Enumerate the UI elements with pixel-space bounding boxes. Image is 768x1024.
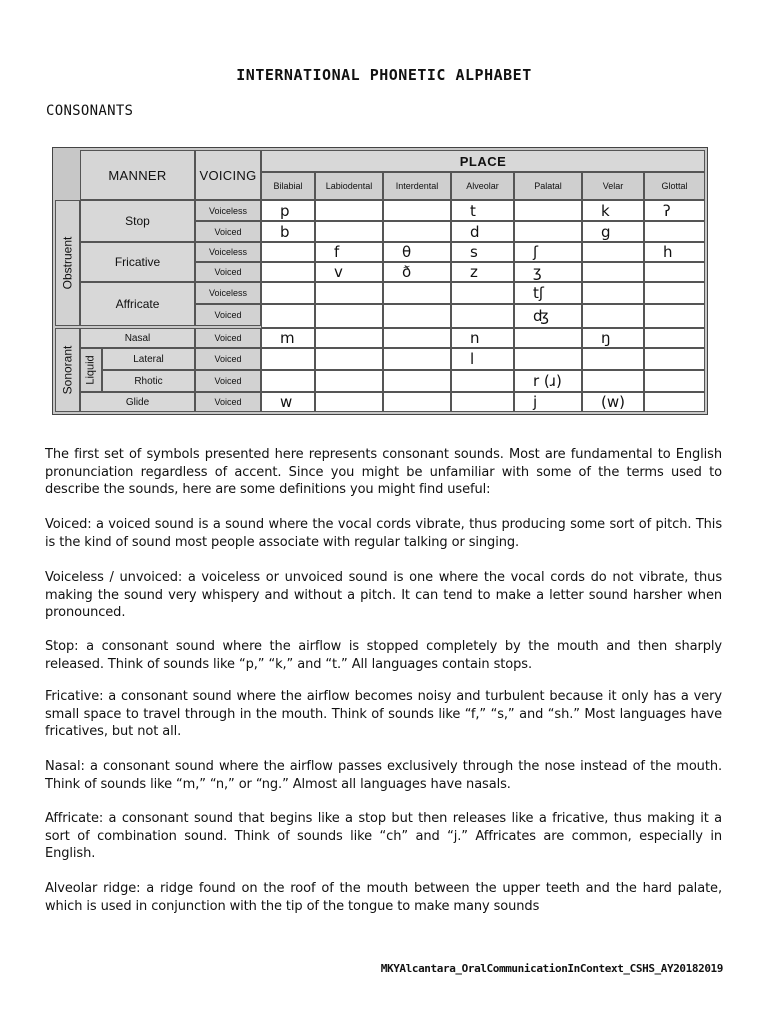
phoneme-cell: d (451, 221, 514, 242)
paragraph-voiceless: Voiceless / unvoiced: a voiceless or unvoiced sound is one where the vocal cords do not vibrate, thus making the sound very whispery and without a pitch. It can tend to make a letter sound harsher when pronounced. (45, 570, 722, 620)
phoneme-cell (315, 370, 383, 392)
phoneme-cell: ʃ (514, 242, 582, 262)
place-col-header: Glottal (644, 172, 705, 200)
phoneme-cell: s (451, 242, 514, 262)
place-col-header: Palatal (514, 172, 582, 200)
voicing-cell: Voiced (195, 304, 261, 326)
phoneme-cell: g (582, 221, 644, 242)
phoneme-cell: ð (383, 262, 451, 282)
paragraph-fricative: Fricative: a consonant sound where the airflow becomes noisy and turbulent because it only has a very small space to travel through in the mouth. Think of sounds like “f,” “s,” and “sh.” Most languages have fricatives, but not all. (45, 689, 722, 739)
voicing-cell: Voiced (195, 370, 261, 392)
phoneme-cell (582, 242, 644, 262)
phoneme-cell: k (582, 200, 644, 221)
phoneme-cell (582, 282, 644, 304)
phoneme-cell (383, 348, 451, 370)
phoneme-cell (514, 328, 582, 348)
phoneme-cell (582, 304, 644, 328)
phoneme-cell: b (261, 221, 315, 242)
place-col-header: Velar (582, 172, 644, 200)
phoneme-cell (315, 282, 383, 304)
phoneme-cell: w (261, 392, 315, 412)
place-col-header: Alveolar (451, 172, 514, 200)
phoneme-cell (644, 262, 705, 282)
paragraph-affricate: Affricate: a consonant sound that begins like a stop but then releases like a fricative, thus making it a sort of combination sound. Think of sounds like “ch” and “j.” Affricates are common, especially in English. (45, 811, 722, 861)
obstruent-label: Obstruent (55, 200, 80, 326)
phoneme-cell: t (451, 200, 514, 221)
phoneme-cell (315, 304, 383, 328)
voicing-header: VOICING (195, 150, 261, 200)
phoneme-cell (315, 392, 383, 412)
phoneme-cell: ŋ (582, 328, 644, 348)
phoneme-cell (644, 328, 705, 348)
manner-lateral: Lateral (102, 348, 195, 370)
phoneme-cell (261, 348, 315, 370)
phoneme-cell: p (261, 200, 315, 221)
paragraph-stop: Stop: a consonant sound where the airflow is stopped completely by the mouth and then sharply released. Think of sounds like “p,” “k,” and “t.” All languages contain stops. (45, 639, 722, 672)
place-header: PLACE (261, 150, 705, 172)
phoneme-cell (315, 200, 383, 221)
phoneme-cell (514, 221, 582, 242)
phoneme-cell: v (315, 262, 383, 282)
phoneme-cell (315, 348, 383, 370)
manner-nasal: Nasal (80, 328, 195, 348)
phoneme-cell: ʒ (514, 262, 582, 282)
phoneme-cell (261, 282, 315, 304)
voicing-cell: Voiceless (195, 200, 261, 221)
document-title: INTERNATIONAL PHONETIC ALPHABET (236, 66, 532, 84)
manner-stop: Stop (80, 200, 195, 242)
phoneme-cell: ʤ (514, 304, 582, 328)
phoneme-cell: h (644, 242, 705, 262)
phoneme-cell (514, 348, 582, 370)
paragraph-voiced: Voiced: a voiced sound is a sound where the vocal cords vibrate, thus producing some sort of pitch. This is the kind of sound most people associate with regular talking or singing. (45, 517, 722, 550)
manner-rhotic: Rhotic (102, 370, 195, 392)
phoneme-cell (644, 348, 705, 370)
phoneme-cell (644, 304, 705, 328)
liquid-label: Liquid (80, 348, 102, 392)
phoneme-cell: f (315, 242, 383, 262)
phoneme-cell (315, 328, 383, 348)
phoneme-cell (261, 370, 315, 392)
ipa-consonant-chart (52, 147, 708, 415)
phoneme-cell: m (261, 328, 315, 348)
section-heading: CONSONANTS (46, 103, 134, 119)
phoneme-cell (451, 282, 514, 304)
phoneme-cell: ʔ (644, 200, 705, 221)
manner-fricative: Fricative (80, 242, 195, 282)
phoneme-cell (451, 370, 514, 392)
voicing-cell: Voiced (195, 348, 261, 370)
phoneme-cell: r (ɹ) (514, 370, 582, 392)
phoneme-cell (383, 282, 451, 304)
phoneme-cell (644, 370, 705, 392)
phoneme-cell: tʃ (514, 282, 582, 304)
phoneme-cell (582, 262, 644, 282)
voicing-cell: Voiced (195, 262, 261, 282)
voicing-cell: Voiced (195, 328, 261, 348)
phoneme-cell (451, 392, 514, 412)
place-col-header: Bilabial (261, 172, 315, 200)
voicing-cell: Voiceless (195, 242, 261, 262)
phoneme-cell: l (451, 348, 514, 370)
phoneme-cell (261, 262, 315, 282)
phoneme-cell (644, 221, 705, 242)
phoneme-cell: z (451, 262, 514, 282)
phoneme-cell (582, 370, 644, 392)
document-footer: MKYAlcantara_OralCommunicationInContext_CSHS_AY20182019 (380, 962, 723, 975)
phoneme-cell: θ (383, 242, 451, 262)
phoneme-cell (451, 304, 514, 328)
manner-affricate: Affricate (80, 282, 195, 326)
phoneme-cell (582, 348, 644, 370)
sonorant-label: Sonorant (55, 328, 80, 412)
phoneme-cell (383, 370, 451, 392)
phoneme-cell: (w) (582, 392, 644, 412)
phoneme-cell (383, 221, 451, 242)
phoneme-cell: j (514, 392, 582, 412)
paragraph-intro: The first set of symbols presented here represents consonant sounds. Most are fundamental to English pronunciation regardless of accent. Since you might be unfamiliar with some of the terms used to describe the sounds, here are some definitions you might find useful: (45, 447, 722, 497)
voicing-cell: Voiceless (195, 282, 261, 304)
phoneme-cell (315, 221, 383, 242)
phoneme-cell: n (451, 328, 514, 348)
phoneme-cell (644, 282, 705, 304)
phoneme-cell (383, 392, 451, 412)
manner-header: MANNER (80, 150, 195, 200)
phoneme-cell (261, 304, 315, 328)
phoneme-cell (383, 200, 451, 221)
phoneme-cell (383, 328, 451, 348)
voicing-cell: Voiced (195, 392, 261, 412)
paragraph-nasal: Nasal: a consonant sound where the airflow passes exclusively through the nose instead of the mouth. Think of sounds like “m,” “n,” or “ng.” Almost all languages have nasals. (45, 759, 722, 792)
place-col-header: Labiodental (315, 172, 383, 200)
voicing-cell: Voiced (195, 221, 261, 242)
manner-glide: Glide (80, 392, 195, 412)
paragraph-alveolar-ridge: Alveolar ridge: a ridge found on the roof of the mouth between the upper teeth and the hard palate, which is used in conjunction with the tip of the tongue to make many sounds (45, 881, 722, 914)
phoneme-cell (644, 392, 705, 412)
phoneme-cell (514, 200, 582, 221)
place-col-header: Interdental (383, 172, 451, 200)
phoneme-cell (383, 304, 451, 328)
phoneme-cell (261, 242, 315, 262)
